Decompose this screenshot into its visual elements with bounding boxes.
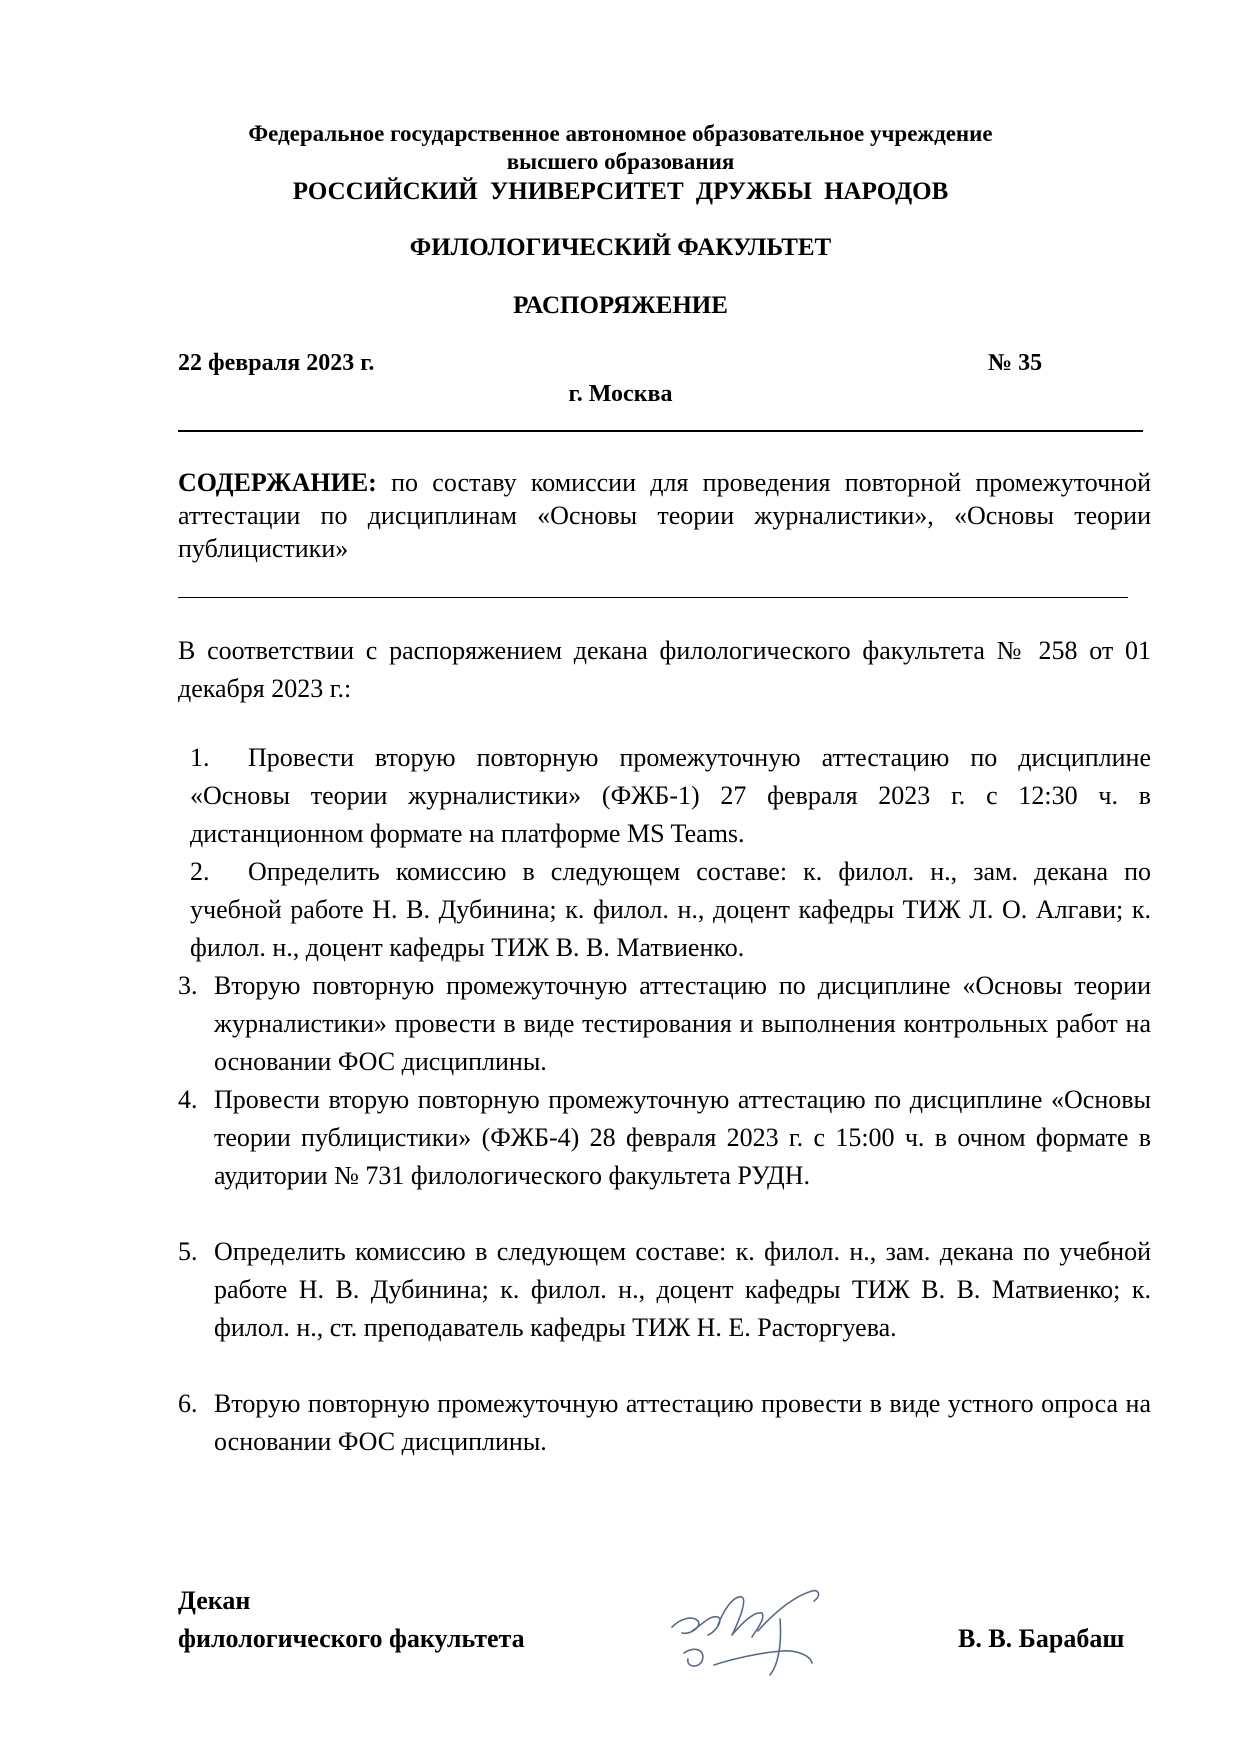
university-name: РОССИЙСКИЙ УНИВЕРСИТЕТ ДРУЖБЫ НАРОДОВ bbox=[292, 178, 949, 205]
faculty-name: ФИЛОЛОГИЧЕСКИЙ ФАКУЛЬТЕТ bbox=[409, 234, 832, 261]
document-city: г. Москва bbox=[568, 381, 673, 407]
content-summary bbox=[178, 466, 1151, 565]
list-item bbox=[178, 1385, 1151, 1461]
org-line-1: Федеральное государственное автономное образовательное учреждение bbox=[248, 121, 993, 146]
document-number: № 35 bbox=[988, 350, 1043, 376]
list-item-text: Вторую повторную промежуточную аттестацию по дисциплине «Основы теории журналистики» провести в виде тестирования и выполнения контрольных работ на основании ФОС дисциплины. bbox=[214, 971, 1151, 1076]
list-item-number: 3. bbox=[178, 971, 198, 1000]
content-label: СОДЕРЖАНИЕ: bbox=[178, 468, 377, 497]
signatory-title-line-1: Декан bbox=[178, 1586, 251, 1615]
list-item-text: Определить комиссию в следующем составе: к. филол. н., зам. декана по учебной работе Н. В. Дубинина; к. филол. н., доцент кафедры ТИЖ В. В. Матвиенко; к. филол. н., ст. преподаватель кафедры ТИЖ Н. Е. Расторгуева. bbox=[214, 1237, 1151, 1342]
list-item-text: Определить комиссию в следующем составе: к. филол. н., зам. декана по учебной работе Н. В. Дубинина; к. филол. н., доцент кафедры ТИЖ Л. О. Алгави; к. филол. н., доцент кафедры ТИЖ В. В. Матвиенко. bbox=[190, 857, 1151, 962]
list-item bbox=[190, 739, 1151, 853]
content-text: по составу комиссии для проведения повторной промежуточной аттестации по дисциплинам «Основы теории журналистики», «Основы теории публицистики» bbox=[178, 468, 1152, 563]
signatory-title-line-2: филологического факультета bbox=[178, 1624, 525, 1653]
document-date: 22 февраля 2023 г. bbox=[178, 350, 375, 376]
content-divider bbox=[178, 597, 1128, 598]
list-item bbox=[178, 967, 1151, 1081]
list-item bbox=[178, 1233, 1151, 1347]
intro-paragraph: В соответствии с распоряжением декана филологического факультета № 258 от 01 декабря 2023 г.: bbox=[178, 636, 1151, 703]
organization-header bbox=[0, 120, 1241, 176]
list-item-text: Провести вторую повторную промежуточную аттестацию по дисциплине «Основы теории журналистики» (ФЖБ-1) 27 февраля 2023 г. с 12:30 ч. в дистанционном формате на платформе MS Teams. bbox=[190, 743, 1151, 848]
list-item-text: Вторую повторную промежуточную аттестацию провести в виде устного опроса на основании ФОС дисциплины. bbox=[214, 1389, 1151, 1456]
handwritten-signature bbox=[662, 1575, 832, 1685]
list-item bbox=[190, 853, 1151, 967]
list-item-number: 1. bbox=[190, 743, 210, 772]
list-item-text: Провести вторую повторную промежуточную аттестацию по дисциплине «Основы теории публицистики» (ФЖБ-4) 28 февраля 2023 г. с 15:00 ч. в очном формате в аудитории № 731 филологического факультета РУДН. bbox=[214, 1085, 1151, 1190]
list-item-number: 6. bbox=[178, 1389, 198, 1418]
list-item bbox=[178, 1081, 1151, 1195]
org-line-2: высшего образования bbox=[506, 149, 735, 174]
signatory-title bbox=[178, 1582, 525, 1658]
list-item-number: 4. bbox=[178, 1085, 198, 1114]
list-item-number: 5. bbox=[178, 1237, 198, 1266]
document-type: РАСПОРЯЖЕНИЕ bbox=[513, 292, 728, 319]
list-item-number: 2. bbox=[190, 857, 210, 886]
header-divider bbox=[178, 430, 1143, 432]
signatory-name: В. В. Барабаш bbox=[958, 1624, 1125, 1653]
